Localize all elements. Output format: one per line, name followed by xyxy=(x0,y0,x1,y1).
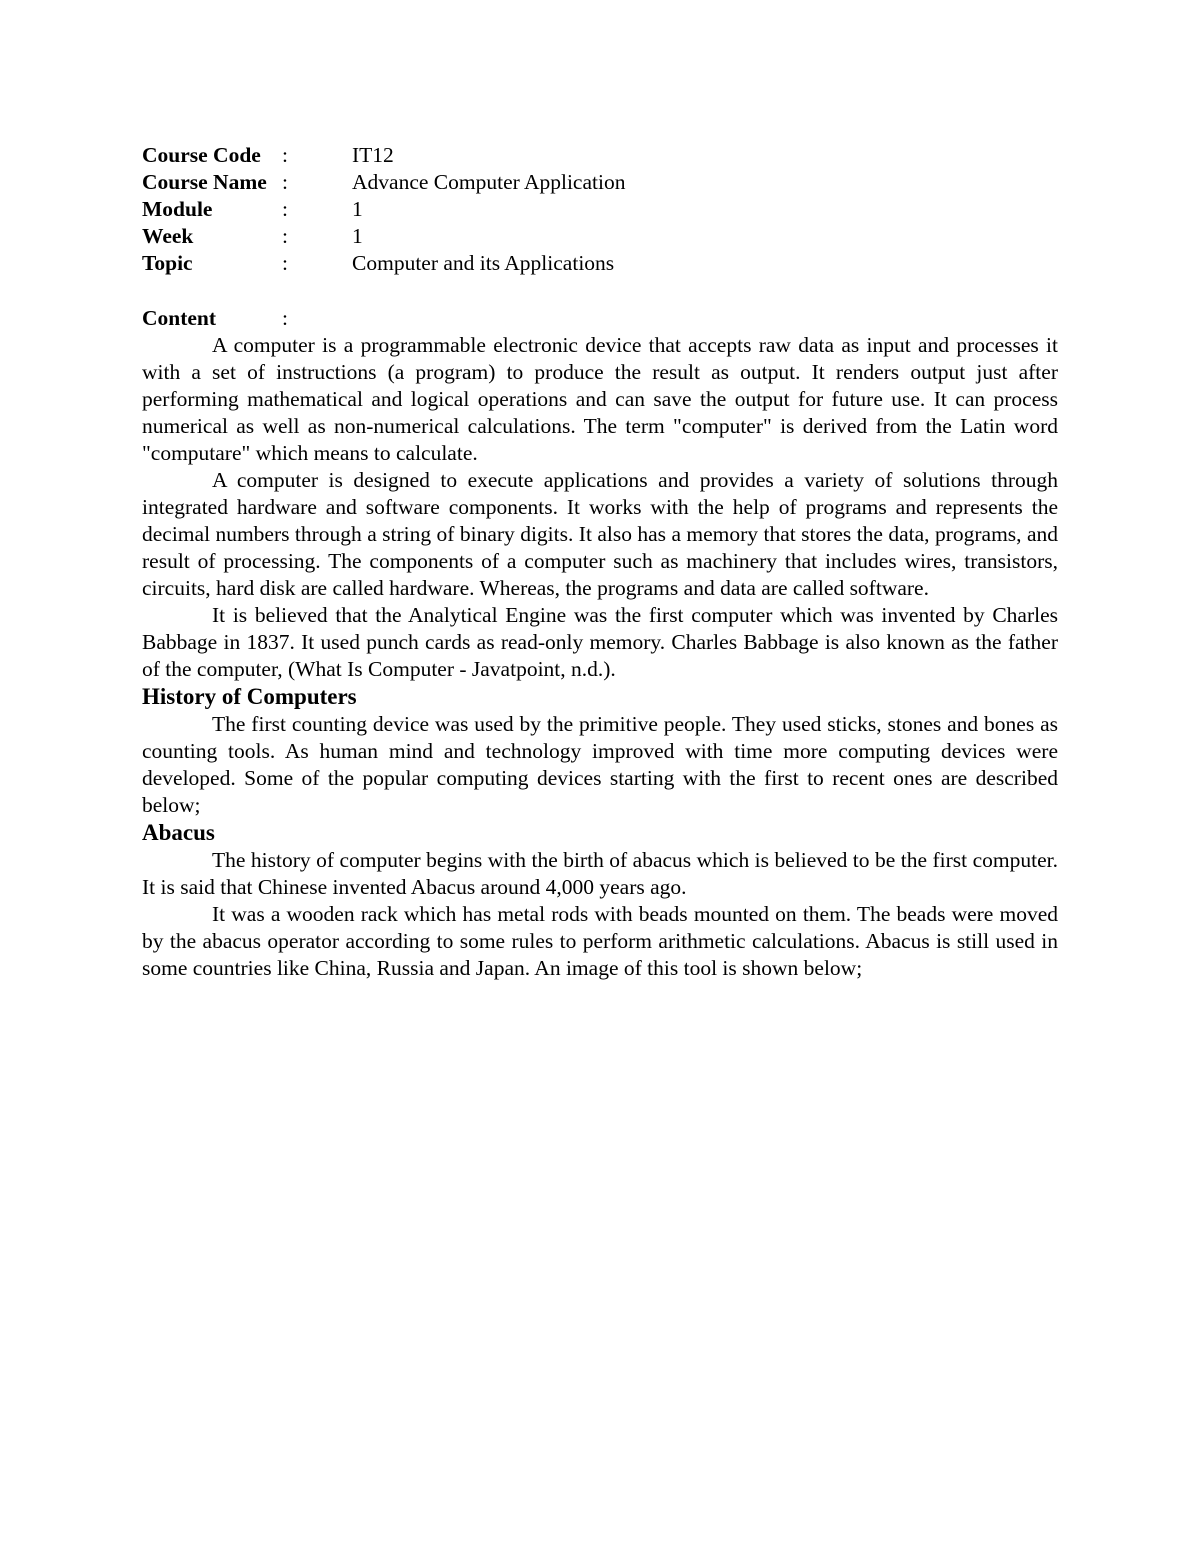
module-row xyxy=(142,196,1058,223)
heading-history-of-computers: History of Computers xyxy=(142,684,357,709)
content-row xyxy=(142,305,1058,332)
week-value: 1 xyxy=(352,224,363,248)
paragraph-abacus-history: The history of computer begins with the birth of abacus which is believed to be the first computer. It is said that Chinese invented Abacus around 4,000 years ago. xyxy=(142,848,1058,899)
module-colon: : xyxy=(282,197,288,221)
course-code-label: Course Code xyxy=(142,143,261,167)
course-name-label: Course Name xyxy=(142,170,267,194)
heading-abacus: Abacus xyxy=(142,820,215,845)
content-colon: : xyxy=(282,306,288,330)
course-name-row xyxy=(142,169,1058,196)
topic-label: Topic xyxy=(142,251,193,275)
paragraph-hardware-software: A computer is designed to execute applications and provides a variety of solutions through integrated hardware and software components. It works with the help of programs and represents the decimal numbers through a string of binary digits. It also has a memory that stores the data, programs, and result of processing. The components of a computer such as machinery that includes wires, transistors, circuits, hard disk are called hardware. Whereas, the programs and data are called software. xyxy=(142,468,1058,600)
topic-row xyxy=(142,250,1058,277)
course-code-colon: : xyxy=(282,143,288,167)
course-name-colon: : xyxy=(282,170,288,194)
paragraph-counting-devices: The first counting device was used by the primitive people. They used sticks, stones and bones as counting tools. As human mind and technology improved with time more computing devices were developed. Some of the popular computing devices starting with the first to recent ones are described below; xyxy=(142,712,1058,817)
course-code-value: IT12 xyxy=(352,143,394,167)
module-label: Module xyxy=(142,197,213,221)
week-colon: : xyxy=(282,224,288,248)
paragraph-analytical-engine: It is believed that the Analytical Engine was the first computer which was invented by Charles Babbage in 1837. It used punch cards as read-only memory. Charles Babbage is also known as the father of the computer, (What Is Computer - Javatpoint, n.d.). xyxy=(142,603,1058,681)
topic-colon: : xyxy=(282,251,288,275)
week-label: Week xyxy=(142,224,194,248)
course-code-row xyxy=(142,142,1058,169)
module-value: 1 xyxy=(352,197,363,221)
document-content xyxy=(142,142,1058,982)
topic-value: Computer and its Applications xyxy=(352,251,615,275)
course-name-value: Advance Computer Application xyxy=(352,170,626,194)
paragraph-abacus-description: It was a wooden rack which has metal rods with beads mounted on them. The beads were moved by the abacus operator according to some rules to perform arithmetic calculations. Abacus is still used in some countries like China, Russia and Japan. An image of this tool is shown below; xyxy=(142,902,1058,980)
paragraph-computer-definition: A computer is a programmable electronic device that accepts raw data as input and processes it with a set of instructions (a program) to produce the result as output. It renders output just after performing mathematical and logical operations and can save the output for future use. It can process numerical as well as non-numerical calculations. The term "computer" is derived from the Latin word "computare" which means to calculate. xyxy=(142,333,1058,465)
content-label: Content xyxy=(142,306,217,330)
week-row xyxy=(142,223,1058,250)
